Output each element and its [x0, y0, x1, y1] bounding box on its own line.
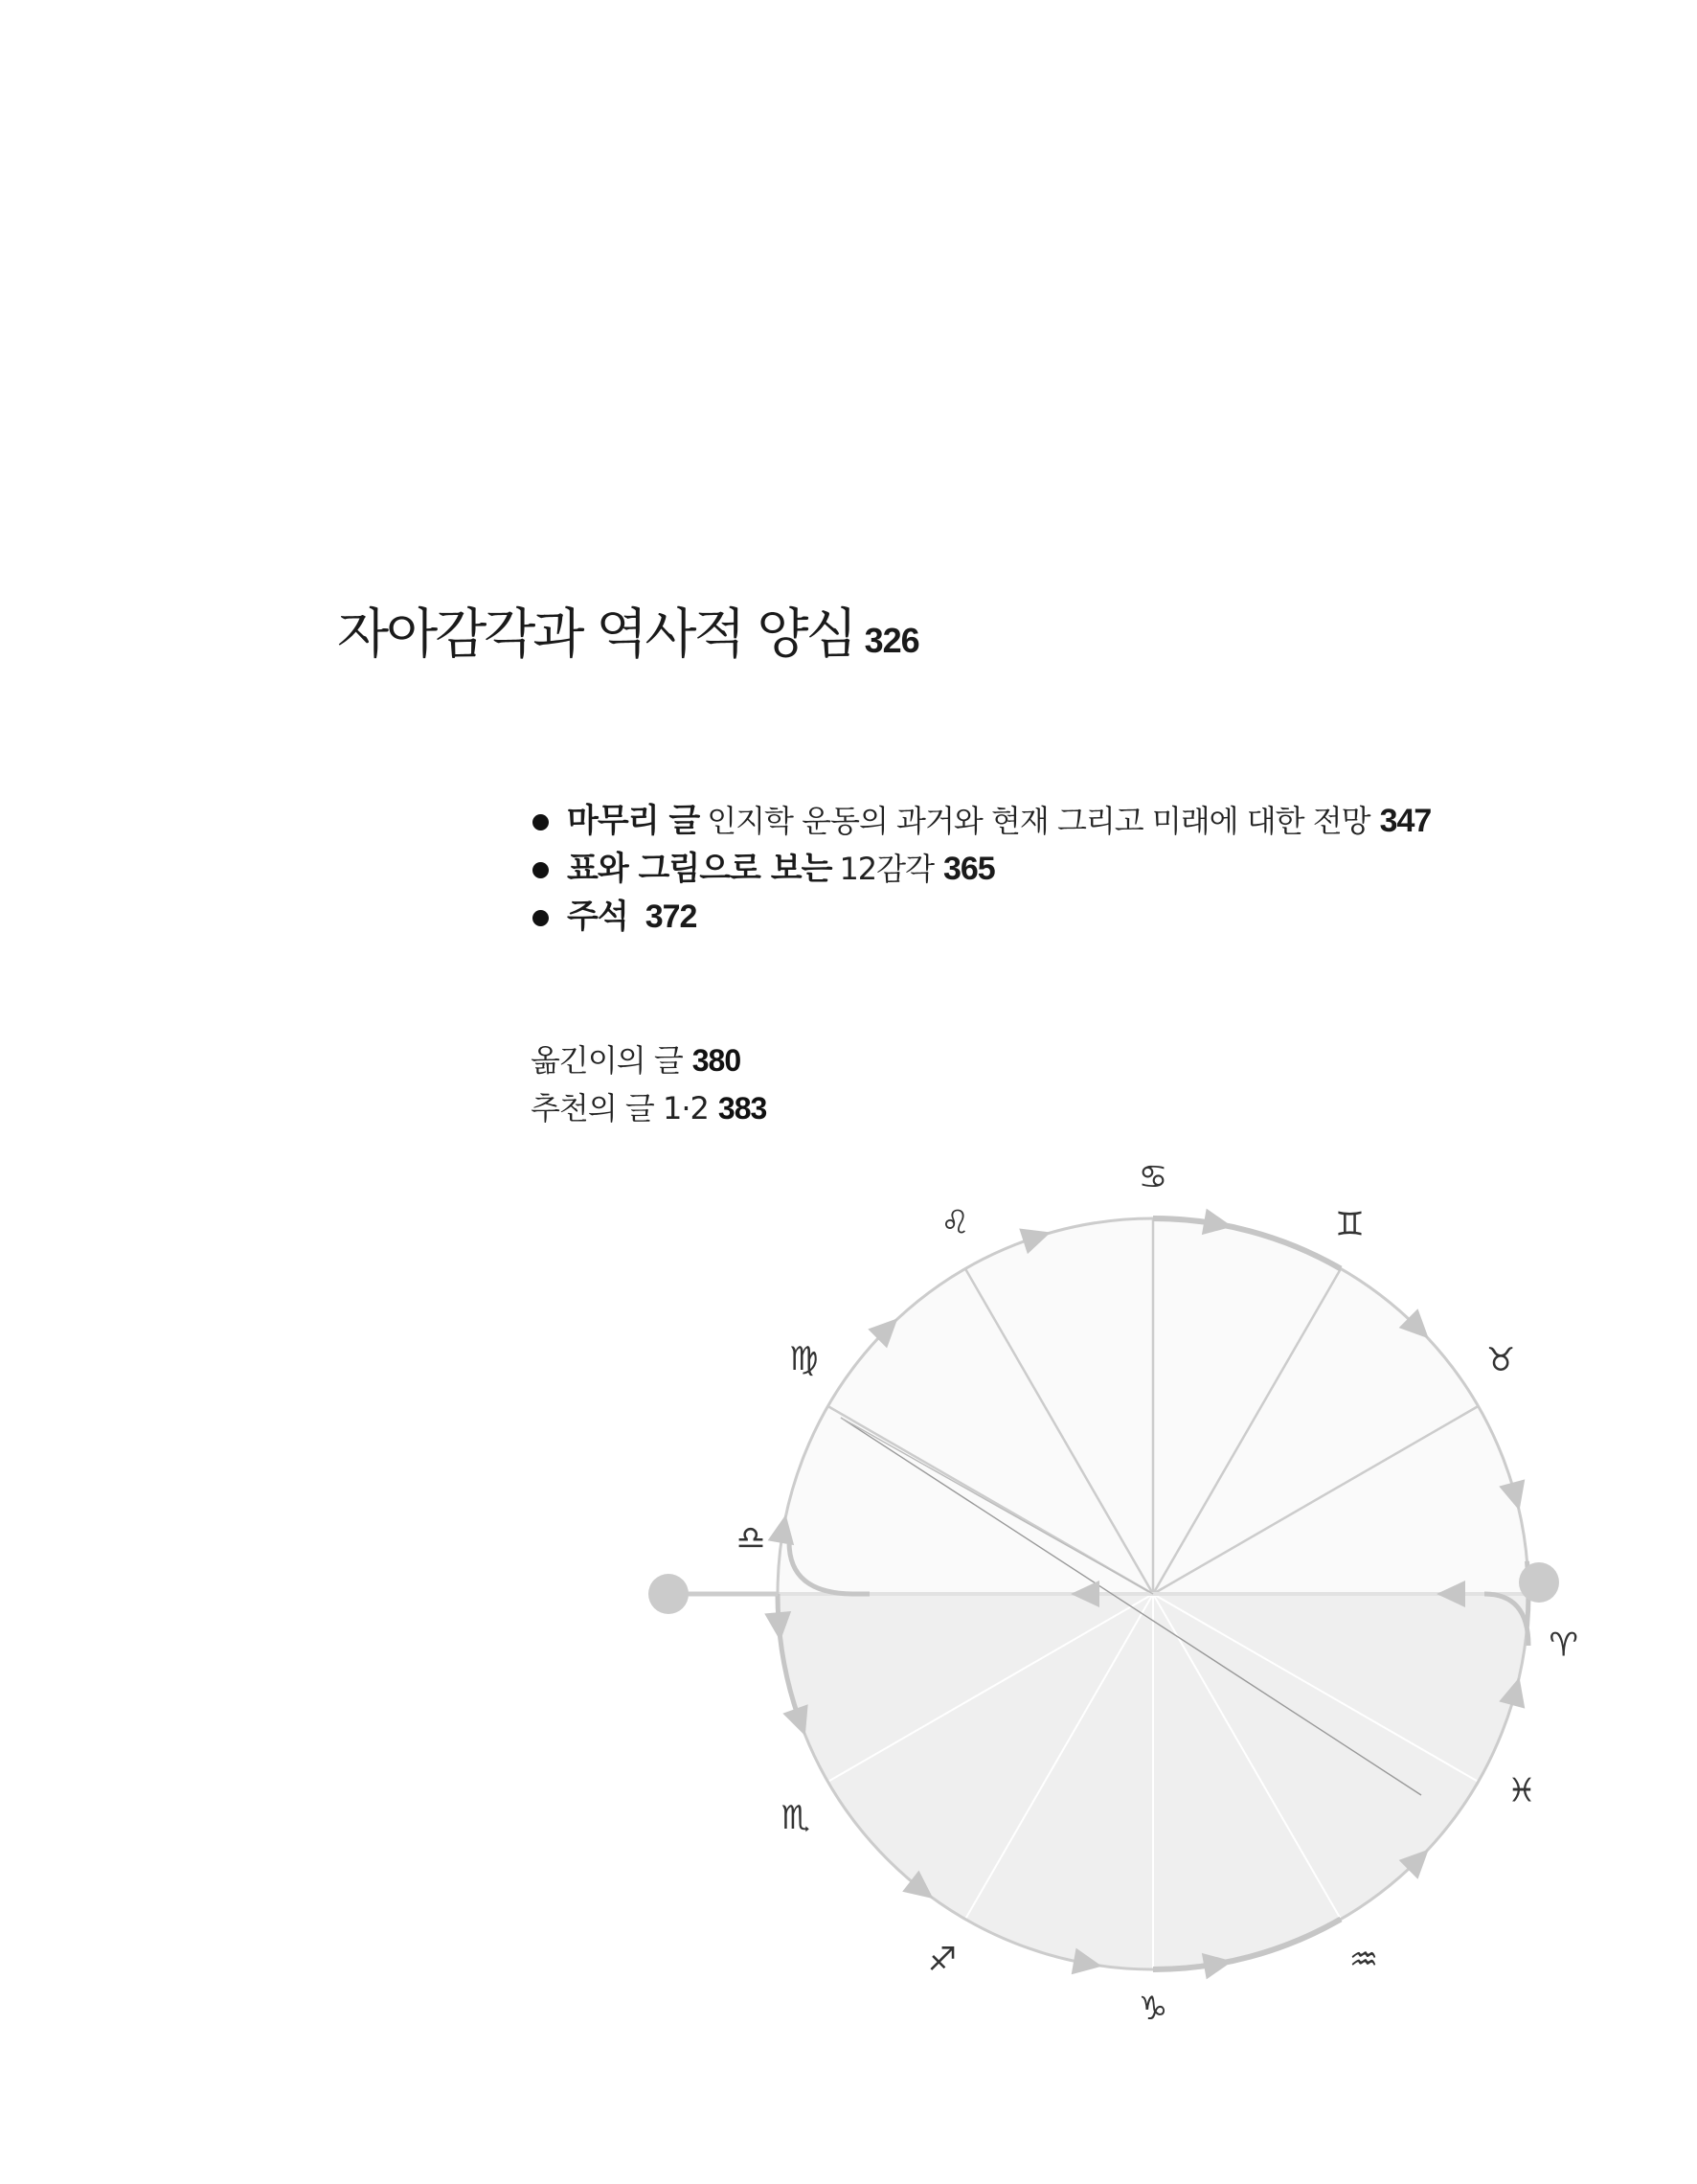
- toc-heading-page: 326: [864, 621, 919, 660]
- aries-icon: ♈︎: [1549, 1626, 1579, 1665]
- pisces-icon: ♓︎: [1506, 1771, 1537, 1810]
- sagittarius-icon: ♐︎: [927, 1941, 958, 1980]
- direction-arrow: [782, 1704, 807, 1736]
- right-dot: [1519, 1562, 1559, 1603]
- bullet-page: 372: [645, 899, 697, 935]
- extra-page: 380: [691, 1043, 741, 1078]
- bullet-normal: 12감각: [839, 851, 934, 887]
- bullet-bold: 주석: [567, 898, 628, 936]
- bullet-page: 347: [1379, 803, 1432, 839]
- left-dot: [648, 1574, 689, 1614]
- bullet-bold: 마무리 글: [567, 802, 700, 840]
- libra-icon: ♎︎: [735, 1518, 766, 1558]
- bullet-page: 365: [942, 851, 995, 887]
- virgo-icon: ♍︎: [788, 1339, 819, 1378]
- capricorn-icon: ♑︎: [1138, 1990, 1168, 2028]
- scorpio-icon: ♏︎: [781, 1799, 811, 1838]
- bullet-bold: 표와 그림으로 보는: [567, 850, 832, 888]
- cancer-icon: ♋︎: [1138, 1158, 1168, 1196]
- gemini-icon: ♊︎: [1335, 1205, 1365, 1244]
- extra-text: 추천의 글 1·2: [531, 1090, 709, 1126]
- taurus-icon: ♉︎: [1485, 1341, 1516, 1380]
- bullet-normal: 인지학 운동의 과거와 현재 그리고 미래에 대한 전망: [707, 803, 1370, 839]
- toc-heading-title: 자아감각과 역사적 양심: [337, 603, 855, 666]
- extra-page: 383: [717, 1091, 767, 1126]
- aquarius-icon: ♒︎: [1348, 1941, 1379, 1980]
- leo-icon: ♌︎: [940, 1203, 970, 1242]
- extra-text: 옮긴이의 글: [531, 1042, 683, 1079]
